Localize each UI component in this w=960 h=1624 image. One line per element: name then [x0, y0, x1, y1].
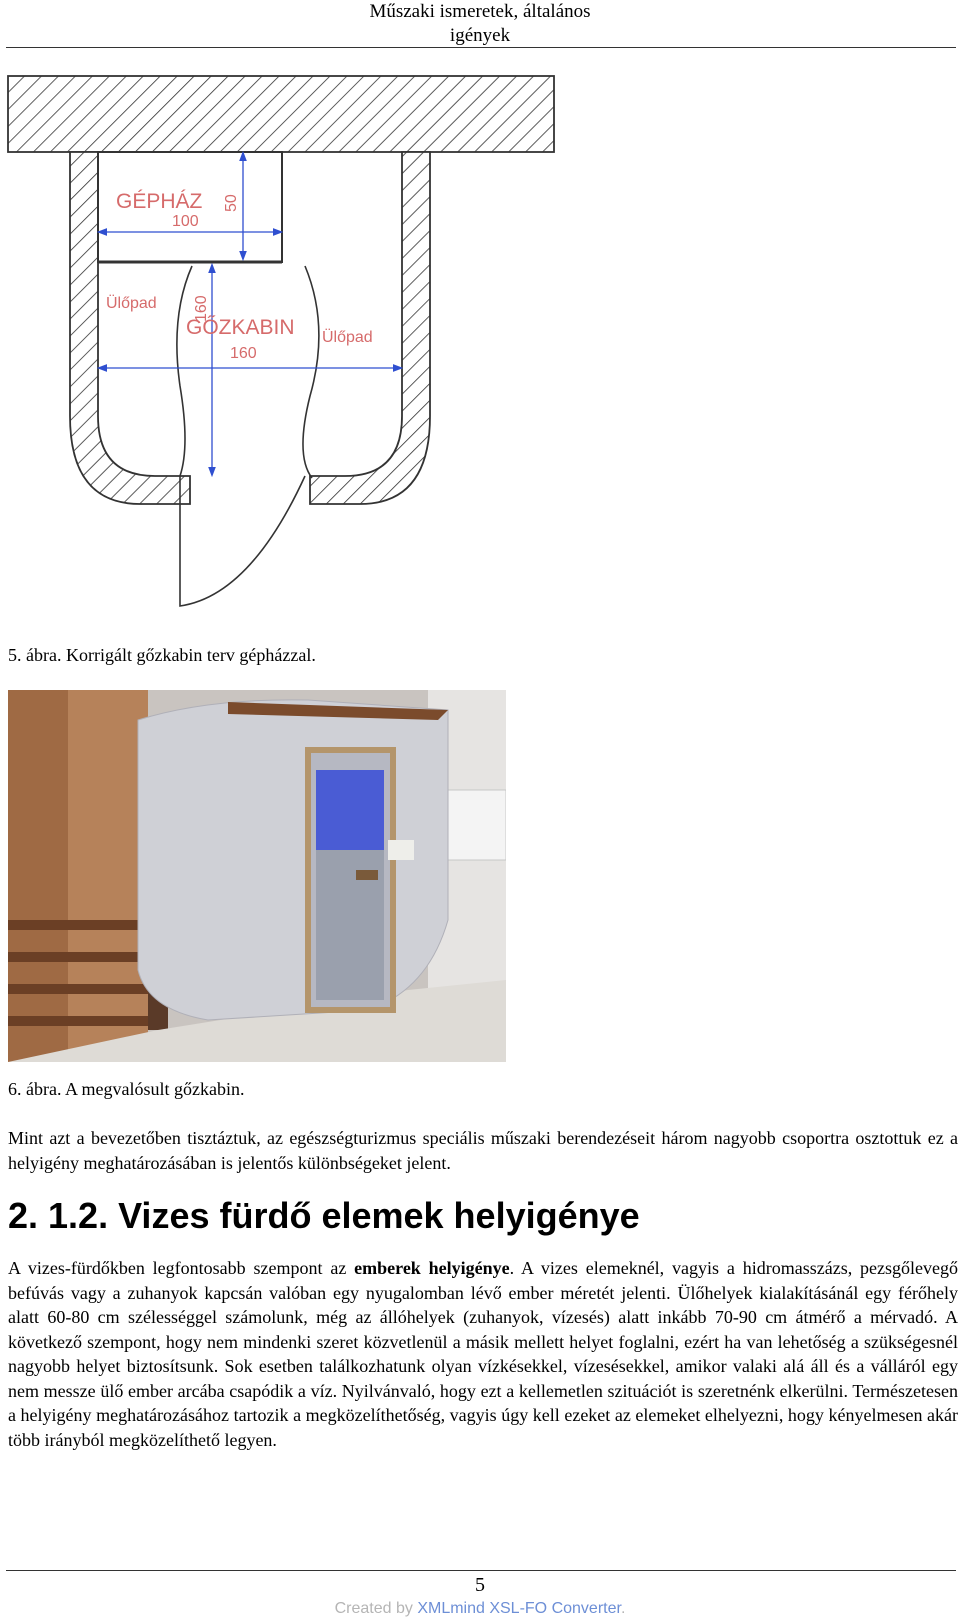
section-body — [8, 1256, 958, 1452]
header-title-line1: Műszaki ismeretek, általános — [369, 1, 591, 22]
section-heading: 2. 1.2. Vizes fürdő elemek helyigénye — [8, 1195, 640, 1236]
label-machine-width: 100 — [172, 213, 199, 230]
steam-cabin-floor-plan — [0, 66, 560, 630]
credit-suffix: . — [620, 1600, 626, 1617]
cabin-partition-right — [303, 266, 319, 478]
creator-credit — [0, 1600, 960, 1618]
steam-cabin-photo — [8, 690, 506, 1062]
cabin-partition-left — [177, 266, 192, 476]
label-bench-left: Ülőpad — [106, 295, 157, 312]
label-cabin-width: 160 — [230, 345, 257, 362]
door-swing — [180, 476, 305, 606]
label-steam-cabin: GŐZKABIN — [186, 316, 295, 339]
header-title-line2: igények — [449, 25, 511, 46]
intro-paragraph: Mint azt a bevezetőben tisztáztuk, az egészségturizmus speciális műszaki berendezéseit három nagyobb csoportra osztottuk ez a helyigény meghatározásában is jelentős különbségeket jelent. — [8, 1128, 958, 1173]
footer-divider — [6, 1570, 956, 1571]
body-text-start: A vizes-fürdőkben legfontosabb szempont az — [8, 1258, 355, 1278]
label-machine-height: 50 — [223, 194, 240, 212]
figure-6-caption: 6. ábra. A megvalósult gőzkabin. — [8, 1079, 245, 1099]
body-text-rest: . A vizes elemeknél, vagyis a hidromasszázs, pezsgőlevegő befúvás vagy a zuhanyok kapcsán valóban egy nyugalomban lévő ember méretét jelenti. Ülőhelyek kialakításánál egy férőhely alatt 60-80 cm szélességgel számolunk, még az állóhelyek (zuhanyok, vízesés) alatt inkább 70-90 cm átmérő a mérvadó. A következő szempont, hogy nem mindenki szeret közvetlenül a másik mellett helyet foglalni, ezért ha van lehetőség a szükségesnél nagyobb helyet biztosítsunk. Sok esetben találkozhatunk olyan vízkésekkel, vízesésekkel, amikor valaki alá áll és a válláról egy nem messze ülő ember arcába csapódik a víz. Nyilvánvaló, hogy ezt a kellemetlen szituációt is szeretnénk elkerülni. Természetesen a helyigény meghatározásához tartozik a megközelíthetőség, vagyis úgy kell ezeket az elemeket elhelyezni, hogy kényelmesen akár több irányból megközelíthető legyen. — [8, 1258, 959, 1450]
label-machine-room: GÉPHÁZ — [116, 190, 203, 213]
credit-prefix: Created by — [334, 1600, 418, 1617]
label-cabin-height: 160 — [193, 295, 210, 322]
figure-5-caption: 5. ábra. Korrigált gőzkabin terv gépházzal. — [8, 645, 316, 665]
page-number: 5 — [475, 1574, 485, 1596]
page-header — [0, 0, 960, 48]
label-bench-right: Ülőpad — [322, 329, 373, 346]
body-emphasis: emberek helyigénye — [354, 1258, 510, 1278]
header-divider — [6, 47, 956, 48]
credit-tool: XMLmind XSL-FO Converter — [417, 1600, 621, 1617]
cabin-wall-right — [310, 152, 430, 504]
ceiling-slab — [8, 76, 554, 152]
